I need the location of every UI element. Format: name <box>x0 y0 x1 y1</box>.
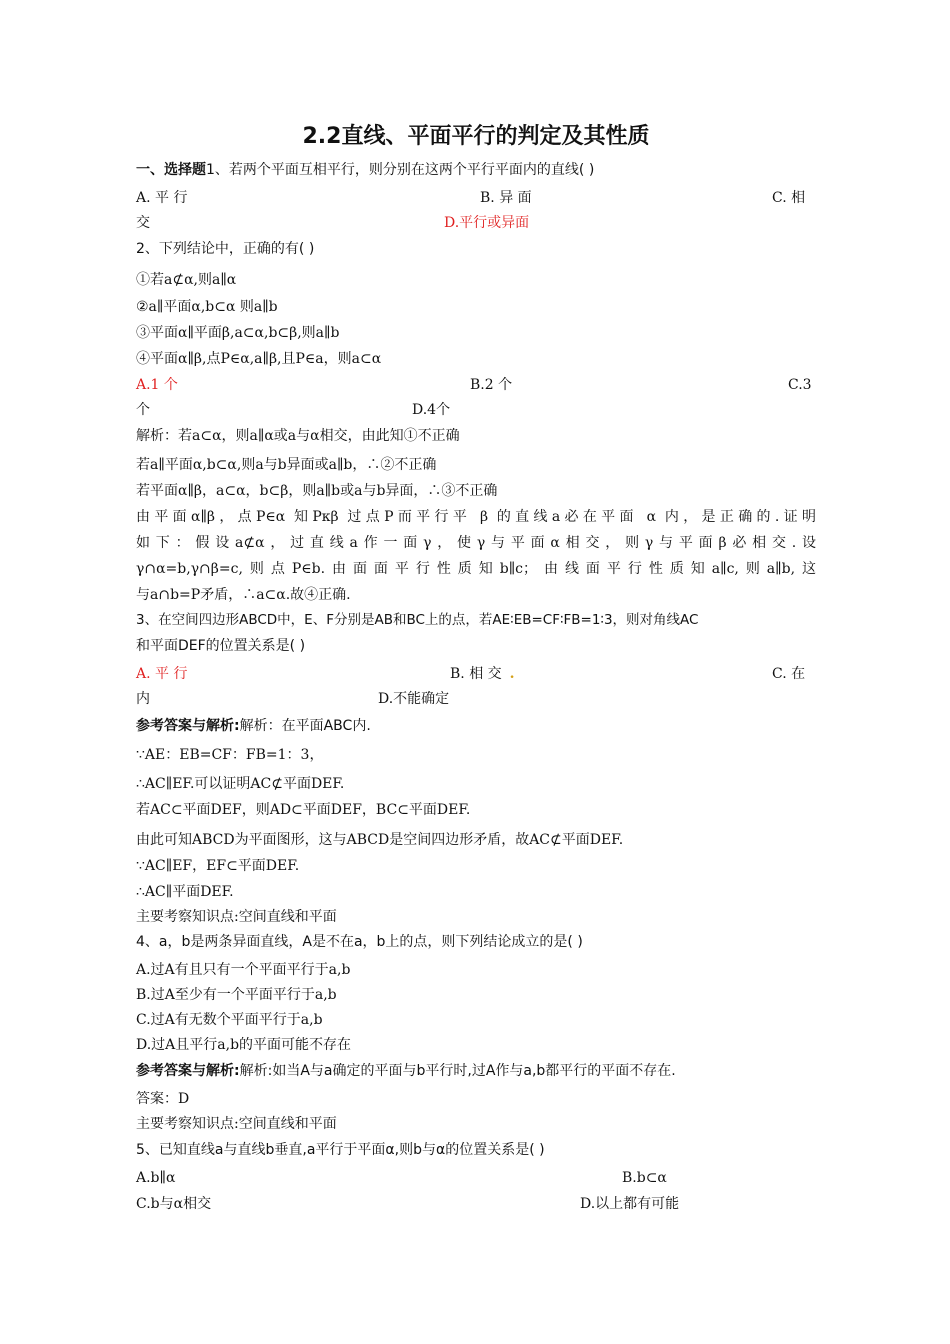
q2-option-b: B.2 个 <box>470 377 513 393</box>
q4-option-d: D.过A且平行a,b的平面可能不存在 <box>136 1037 352 1053</box>
q3-stem-2: 和平面DEF的位置关系是( ) <box>136 638 306 654</box>
q5-stem: 5、已知直线a与直线b垂直,a平行于平面α,则b与α的位置关系是( ) <box>136 1142 545 1158</box>
q3-option-c: C. 在 <box>772 666 806 682</box>
q1-option-c-cont: 交 <box>136 215 150 231</box>
q2-stem: 2、下列结论中，正确的有( ) <box>136 241 315 257</box>
q3-answer-7: ∴AC∥平面DEF. <box>136 884 234 900</box>
q3-answer-label: 参考答案与解析: <box>136 718 240 734</box>
q4-answer-1 <box>136 1061 816 1081</box>
q3-option-b-mark: . <box>509 666 515 682</box>
q5-option-d: D.以上都有可能 <box>580 1196 680 1212</box>
q4-knowledge-point: 主要考察知识点:空间直线和平面 <box>136 1116 337 1132</box>
page-title: 2.2直线、平面平行的判定及其性质 <box>302 124 650 149</box>
q3-answer-5: 由此可知ABCD为平面图形，这与ABCD是空间四边形矛盾，故AC⊄平面DEF. <box>136 832 624 848</box>
q3-option-b-label: B. 相 交 <box>450 666 502 682</box>
q1-option-b: B. 异 面 <box>480 190 532 206</box>
q4-answer-label: 参考答案与解析: <box>136 1063 240 1079</box>
q2-statement-3: ③平面α∥平面β,a⊂α,b⊂β,则a∥b <box>136 325 340 341</box>
q3-answer-3: ∴AC∥EF.可以证明AC⊄平面DEF. <box>136 776 345 792</box>
q2-explanation-4: 由平面α∥β，点P∈α 知Pκβ 过点P而平行平 β 的直线a必在平面 α 内，是正确的.证明 <box>136 509 816 525</box>
q5-option-b: B.b⊂α <box>622 1170 667 1186</box>
q4-stem: 4、a，b是两条异面直线，A是不在a，b上的点，则下列结论成立的是( ) <box>136 934 583 950</box>
q2-option-a: A.1 个 <box>136 377 178 393</box>
q3-answer-text: 解析：在平面ABC内. <box>239 718 371 734</box>
q3-answer-1 <box>136 716 816 736</box>
q1-stem: 1、若两个平面互相平行，则分别在这两个平行平面内的直线( ) <box>206 162 595 178</box>
q2-explanation-3: 若平面α∥β，a⊂α，b⊂β，则a∥b或a与b异面，∴③不正确 <box>136 483 498 499</box>
q4-option-b: B.过A至少有一个平面平行于a,b <box>136 987 337 1003</box>
section-label: 一、选择题 <box>136 162 206 178</box>
q4-option-a: A.过A有且只有一个平面平行于a,b <box>136 962 351 978</box>
q3-option-a: A. 平 行 <box>136 666 188 682</box>
q5-option-a: A.b∥α <box>136 1170 176 1186</box>
q2-option-c-cont: 个 <box>136 402 150 418</box>
q2-option-c: C.3 <box>788 377 812 393</box>
q3-stem-1: 3、在空间四边形ABCD中，E、F分别是AB和BC上的点，若AE∶EB=CF∶FB=1∶3，则对角线AC <box>136 612 699 628</box>
q3-option-c-cont: 内 <box>136 691 150 707</box>
q3-answer-4: 若AC⊂平面DEF，则AD⊂平面DEF，BC⊂平面DEF. <box>136 802 471 818</box>
q2-option-d: D.4个 <box>412 402 451 418</box>
q2-explanation-7: 与a∩b=P矛盾，∴a⊂α.故④正确. <box>136 587 351 603</box>
q3-option-d: D.不能确定 <box>378 691 450 707</box>
q2-explanation-5: 如下：假设a⊄α，过直线a作一面γ，使γ与平面α相交，则γ与平面β必相交.设 <box>136 535 816 551</box>
q2-statement-1: ①若a⊄α,则a∥α <box>136 272 237 288</box>
q2-statement-4: ④平面α∥β,点P∈α,a∥β,且P∈a，则a⊂α <box>136 351 382 367</box>
q1-option-a: A. 平 行 <box>136 190 188 206</box>
q2-explanation-2: 若a∥平面α,b⊂α,则a与b异面或a∥b，∴②不正确 <box>136 457 437 473</box>
q3-option-b <box>450 664 515 684</box>
q5-option-c: C.b与α相交 <box>136 1196 212 1212</box>
q2-statement-2: ②a∥平面α,b⊂α 则a∥b <box>136 299 278 315</box>
q2-explanation-6: γ∩α=b,γ∩β=c,则点P∈b.由面面平行性质知b∥c；由线面平行性质知a∥c,则a∥b,这 <box>136 561 816 577</box>
q3-answer-2: ∵AE：EB=CF：FB=1：3， <box>136 747 324 763</box>
q4-answer-2: 答案：D <box>136 1091 190 1107</box>
q3-knowledge-point: 主要考察知识点:空间直线和平面 <box>136 909 337 925</box>
q4-answer-text: 解析:如当A与a确定的平面与b平行时,过A作与a,b都平行的平面不存在. <box>239 1063 676 1079</box>
q2-explanation-1: 解析：若a⊂α，则a∥α或a与α相交，由此知①不正确 <box>136 428 460 444</box>
q1-stem-line <box>136 160 816 180</box>
q4-option-c: C.过A有无数个平面平行于a,b <box>136 1012 323 1028</box>
q1-option-c: C. 相 <box>772 190 806 206</box>
q3-answer-6: ∵AC∥EF，EF⊂平面DEF. <box>136 858 300 874</box>
q1-option-d: D.平行或异面 <box>444 215 530 231</box>
